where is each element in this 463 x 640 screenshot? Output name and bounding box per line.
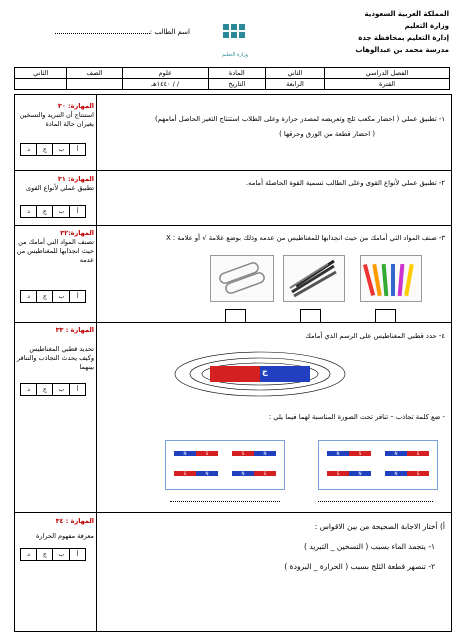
skill-block bbox=[16, 326, 94, 372]
info-cell: المادة bbox=[208, 68, 265, 79]
grade-boxes[interactable] bbox=[20, 383, 86, 396]
grade-boxes[interactable] bbox=[20, 143, 86, 156]
answer-line[interactable] bbox=[170, 500, 280, 502]
magnet-pole: N bbox=[327, 451, 349, 456]
student-name-label: اسم الطالب : bbox=[149, 28, 190, 36]
question-subtext: ( احضار قطعة من الورق وحرقها ) bbox=[279, 130, 375, 138]
directorate-text: إدارة التعليم بمحافظة جدة bbox=[358, 34, 449, 42]
magnet-pole: S bbox=[349, 451, 371, 456]
row-divider bbox=[14, 512, 452, 513]
question-3: ٣- صنف المواد التي أمامك من حيث انجذابها للمغناطيس من عدمه وذلك بوضع علامة √ أو علامة : X bbox=[166, 234, 445, 242]
info-cell: الرابعة bbox=[265, 79, 324, 90]
grade-letter[interactable]: ب bbox=[53, 384, 70, 396]
skill-block bbox=[16, 175, 94, 193]
pens-icon bbox=[284, 256, 344, 301]
grade-letter[interactable]: ب bbox=[53, 206, 70, 218]
skill-text: تطبيق عملي لأنواع القوى bbox=[26, 184, 94, 192]
skill-text: تحديد قطبي المغناطيس وكيف يحدث التجاذب والتنافر بينهما bbox=[16, 345, 94, 371]
info-cell: الثاني bbox=[15, 68, 67, 79]
info-cell bbox=[15, 79, 67, 90]
question-4b: - ضع كلمة تجاذب – تنافر تحت الصورة المناسبة لهما فيما يلي : bbox=[268, 413, 445, 421]
grade-letter[interactable]: أ bbox=[70, 291, 86, 303]
skill-block bbox=[16, 229, 94, 265]
skill-title: المهارة:٣٢ bbox=[60, 229, 94, 237]
logo-icon bbox=[205, 20, 265, 48]
info-cell: / / ١٤٤٠هـ bbox=[122, 79, 208, 90]
magnet-pole: S bbox=[254, 471, 276, 476]
student-name-field[interactable] bbox=[40, 28, 190, 36]
grade-letter[interactable]: أ bbox=[70, 549, 86, 561]
magnet-pole: N bbox=[196, 471, 218, 476]
grade-boxes[interactable] bbox=[20, 548, 86, 561]
info-cell: الصف bbox=[67, 68, 122, 79]
question-1 bbox=[100, 114, 445, 139]
info-cell: الثاني bbox=[265, 68, 324, 79]
magnet-pole: N bbox=[385, 451, 407, 456]
grade-letter[interactable]: ج bbox=[37, 384, 53, 396]
grade-letter[interactable]: د bbox=[21, 291, 37, 303]
school-text: مدرسة محمد بن عبدالوهاب bbox=[355, 46, 449, 54]
choice-item: ٢- تنصهر قطعة الثلج بسبب ( الحرارة _ البرودة ) bbox=[284, 562, 435, 571]
grade-letter[interactable]: ب bbox=[53, 144, 70, 156]
grade-letter[interactable]: ج bbox=[37, 291, 53, 303]
crayons-image bbox=[360, 255, 422, 302]
magnet-pair-box bbox=[165, 440, 285, 490]
pens-image bbox=[283, 255, 345, 302]
info-cell bbox=[67, 79, 122, 90]
magnet-pole: N bbox=[349, 471, 371, 476]
info-cell: التاريخ bbox=[208, 79, 265, 90]
info-cell: علوم bbox=[122, 68, 208, 79]
question-5 bbox=[120, 520, 445, 573]
magnet-pole: S bbox=[327, 471, 349, 476]
answer-line[interactable] bbox=[318, 500, 433, 502]
row-divider bbox=[14, 225, 452, 226]
skill-title: المهارة : ٣٣ bbox=[55, 326, 94, 334]
magnet-pole: S bbox=[407, 451, 429, 456]
skill-block bbox=[16, 102, 94, 129]
skill-text: استنتاج أن التبريد والتسخين يغيران حالة المادة bbox=[19, 111, 94, 128]
magnet-pole: S bbox=[407, 471, 429, 476]
magnet-pole-label: ج bbox=[262, 367, 268, 376]
skill-block bbox=[16, 517, 94, 541]
ministry-logo bbox=[205, 20, 265, 60]
skill-title: المهارة : ٣٤ bbox=[55, 517, 94, 525]
skill-text: معرفة مفهوم الحرارة bbox=[36, 532, 94, 540]
grade-letter[interactable]: د bbox=[21, 549, 37, 561]
info-table bbox=[14, 67, 450, 90]
crayons-icon bbox=[361, 256, 421, 301]
grade-letter[interactable]: ب bbox=[53, 291, 70, 303]
info-cell: الفصل الدراسي bbox=[325, 68, 450, 79]
grade-letter[interactable]: د bbox=[21, 144, 37, 156]
grade-letter[interactable]: د bbox=[21, 206, 37, 218]
row-divider bbox=[14, 170, 452, 171]
magnet-pole: N bbox=[232, 471, 254, 476]
header-block bbox=[355, 8, 449, 56]
grade-letter[interactable]: ج bbox=[37, 549, 53, 561]
grade-letter[interactable]: أ bbox=[70, 206, 86, 218]
grade-letter[interactable]: ب bbox=[53, 549, 70, 561]
grade-letter[interactable]: أ bbox=[70, 144, 86, 156]
answer-box[interactable] bbox=[225, 309, 246, 323]
magnet-field-diagram bbox=[170, 350, 350, 402]
column-divider bbox=[96, 94, 97, 632]
paperclip-icon bbox=[211, 256, 273, 301]
magnet-pole: N bbox=[254, 451, 276, 456]
logo-text: وزارة التعليم bbox=[221, 52, 249, 58]
question-text: ١- تطبيق عملي ( احضار مكعب ثلج وتعريضه لمصدر حرارة وعلى الطلاب استنتاج التغير الحاصل أمامهم) bbox=[155, 115, 445, 123]
magnet-pole: N bbox=[174, 451, 196, 456]
grade-boxes[interactable] bbox=[20, 290, 86, 303]
choice-item: ١- يتجمد الماء بسبب ( التسخين _ التبريد ) bbox=[304, 542, 435, 551]
magnet-pole: S bbox=[196, 451, 218, 456]
question-4: ٤- حدد قطبي المغناطيس على الرسم الذي أمامك bbox=[305, 332, 445, 340]
grade-letter[interactable]: ج bbox=[37, 144, 53, 156]
magnet-pole: N bbox=[385, 471, 407, 476]
skill-title: المهارة: ٣٠ bbox=[57, 102, 94, 110]
grade-boxes[interactable] bbox=[20, 205, 86, 218]
grade-letter[interactable]: أ bbox=[70, 384, 86, 396]
grade-letter[interactable]: د bbox=[21, 384, 37, 396]
skill-title: المهارة: ٣١ bbox=[57, 175, 94, 183]
kingdom-text: المملكة العربية السعودية bbox=[364, 10, 449, 18]
question-text: أ) أختار الاجابة الصحيحة من بين الاقواس : bbox=[314, 522, 445, 531]
answer-box[interactable] bbox=[300, 309, 321, 323]
magnet-pair-box bbox=[318, 440, 438, 490]
magnet-field-icon bbox=[170, 350, 350, 402]
answer-box[interactable] bbox=[375, 309, 396, 323]
magnet-pole: S bbox=[174, 471, 196, 476]
info-cell: الفترة bbox=[325, 79, 450, 90]
skill-text: تصنف المواد التي أمامك من حيث انجذابها للمغناطيس من عدمه bbox=[16, 238, 94, 264]
ministry-text: وزارة التعليم bbox=[404, 22, 449, 30]
magnet-pole: S bbox=[232, 451, 254, 456]
paperclips-image bbox=[210, 255, 274, 302]
question-2: ٢- تطبيق عملي لأنواع القوى وعلى الطالب تسمية القوة الحاصلة أمامه. bbox=[245, 179, 445, 187]
grade-letter[interactable]: ج bbox=[37, 206, 53, 218]
